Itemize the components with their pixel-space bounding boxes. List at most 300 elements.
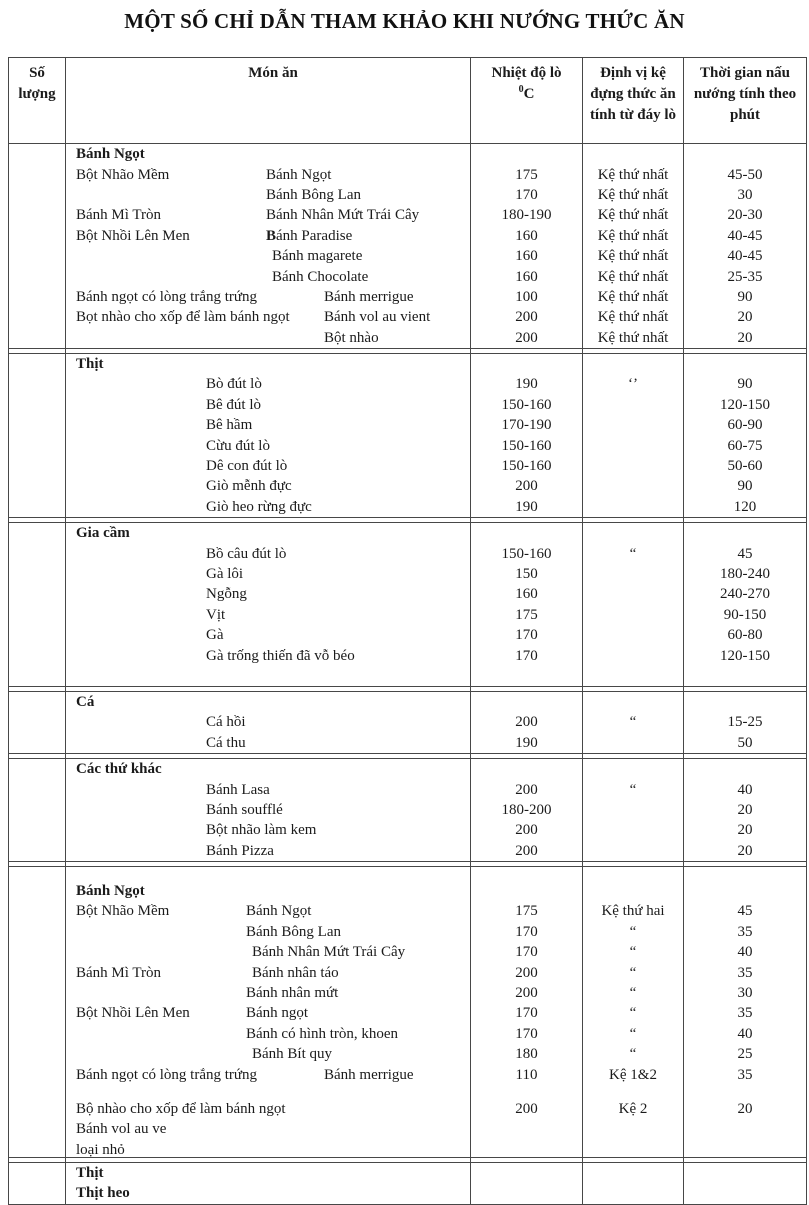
- dish-cell: [66, 185, 471, 205]
- quantity-cell: [9, 1141, 66, 1157]
- shelf-cell: [583, 584, 684, 604]
- time-cell: 90: [737, 478, 753, 495]
- dish-cell: [66, 456, 471, 476]
- time-cell: 120-150: [720, 396, 770, 413]
- quantity-cell: [9, 1024, 66, 1044]
- table-row: [9, 226, 806, 246]
- quantity-cell: [9, 1003, 66, 1023]
- dish-cell: [66, 901, 471, 921]
- dish-cell: [66, 1003, 471, 1023]
- table-row: [9, 1024, 806, 1044]
- shelf-cell: “: [583, 543, 684, 563]
- shelf-cell: [583, 415, 684, 435]
- dish-name: Vịt: [206, 606, 226, 623]
- dish-name: Giò mễnh đực: [206, 478, 292, 495]
- time-cell: [684, 144, 806, 164]
- dish-cell: [66, 1097, 471, 1158]
- dish-cell: [66, 666, 471, 686]
- temp-cell: 160: [471, 266, 583, 286]
- dish-category: Bánh ngọt có lòng trắng trứng: [76, 288, 258, 305]
- section-gap: [8, 518, 807, 522]
- shelf-cell: [583, 523, 684, 543]
- temp-cell: 180-200: [471, 800, 583, 820]
- dish-cell: [66, 862, 471, 866]
- quantity-cell: [9, 754, 66, 758]
- dish-name: Bò đút lò: [206, 376, 262, 393]
- shelf-cell: Kệ thứ nhất: [583, 287, 684, 307]
- table-row: [9, 901, 806, 921]
- time-cell: 25-35: [727, 268, 763, 285]
- table-row: [9, 779, 806, 799]
- shelf-cell: [583, 435, 684, 455]
- temp-cell: 175: [471, 605, 583, 625]
- time-cell: 60-90: [727, 417, 763, 434]
- quantity-cell: [9, 901, 66, 921]
- table-row: [9, 942, 806, 962]
- dish-category: Bánh Mì Tròn: [76, 207, 162, 224]
- time-cell: 90: [737, 288, 753, 305]
- time-cell: [684, 1158, 806, 1162]
- dish-name: Bánh vol au vient: [324, 309, 431, 326]
- time-cell: 35: [737, 1005, 753, 1022]
- quantity-cell: [9, 692, 66, 712]
- quantity-cell: [9, 287, 66, 307]
- time-cell: [684, 692, 806, 712]
- table-row: [9, 800, 806, 820]
- temp-cell: 200: [471, 476, 583, 496]
- temp-cell: [471, 666, 583, 686]
- dish-cell: [66, 354, 471, 374]
- temp-cell: [471, 354, 583, 374]
- dish-cell: [66, 645, 471, 665]
- shelf-cell: [583, 456, 684, 476]
- temp-cell: 200: [471, 1097, 583, 1141]
- temp-cell: [471, 523, 583, 543]
- quantity-cell: [9, 800, 66, 820]
- time-cell: 60-75: [727, 437, 763, 454]
- time-cell: 180-240: [720, 566, 770, 582]
- dish-cell: [66, 523, 471, 543]
- shelf-cell: [583, 1163, 684, 1183]
- table-row: [9, 246, 806, 266]
- header-temperature: [471, 58, 583, 143]
- table-row: [9, 625, 806, 645]
- time-cell: 50: [737, 734, 753, 751]
- time-cell: 45: [737, 545, 753, 562]
- shelf-cell: [583, 820, 684, 840]
- shelf-cell: [583, 497, 684, 517]
- quantity-cell: [9, 518, 66, 522]
- quantity-cell: [9, 881, 66, 901]
- quantity-cell: [9, 867, 66, 881]
- dish-cell: [66, 1044, 471, 1064]
- time-cell: [684, 523, 806, 543]
- table-row: [9, 605, 806, 625]
- temp-cell: 170: [471, 185, 583, 205]
- quantity-cell: [9, 779, 66, 799]
- temp-cell: 200: [471, 307, 583, 327]
- time-cell: 40: [737, 944, 753, 961]
- quantity-cell: [9, 1064, 66, 1084]
- quantity-cell: [9, 922, 66, 942]
- quantity-cell: [9, 962, 66, 982]
- section-header-row: [9, 759, 806, 779]
- dish-cell: [66, 543, 471, 563]
- temp-cell: 170: [471, 1024, 583, 1044]
- dish-cell: [66, 841, 471, 861]
- quantity-cell: [9, 712, 66, 732]
- temp-cell: 190: [471, 497, 583, 517]
- quantity-cell: [9, 820, 66, 840]
- time-cell: 45: [737, 903, 753, 920]
- dish-name: Bột nhão làm kem: [206, 822, 317, 839]
- shelf-cell: [583, 666, 684, 686]
- section-title: Thịt: [76, 1164, 104, 1181]
- dish-category-line2: loại nhỏ: [76, 1141, 125, 1158]
- table-row: [9, 415, 806, 435]
- dish-cell: [66, 962, 471, 982]
- time-cell: 40: [737, 1025, 753, 1042]
- temp-cell: 180: [471, 1044, 583, 1064]
- dish-name: Bánh Pizza: [206, 842, 274, 859]
- time-cell: [684, 862, 806, 866]
- time-cell: 40-45: [727, 248, 763, 265]
- quantity-cell: [9, 328, 66, 348]
- temp-cell: [471, 1183, 583, 1203]
- quantity-cell: [9, 523, 66, 543]
- shelf-cell: ‘’: [583, 374, 684, 394]
- shelf-cell: [583, 349, 684, 353]
- header-cook-time: Thời gian nấu nướng tính theo phút: [693, 65, 797, 123]
- temp-cell: 200: [471, 820, 583, 840]
- temp-cell: 170-190: [471, 415, 583, 435]
- time-cell: 20: [737, 1100, 753, 1117]
- time-cell: 40: [737, 781, 753, 798]
- table-row: [9, 983, 806, 1003]
- quantity-cell: [9, 476, 66, 496]
- shelf-cell: [583, 518, 684, 522]
- header-quantity: Số lượng: [9, 58, 66, 143]
- shelf-cell: “: [583, 1024, 684, 1044]
- time-cell: 30: [737, 186, 753, 203]
- quantity-cell: [9, 564, 66, 584]
- quantity-cell: [9, 733, 66, 753]
- section-gap: [8, 349, 807, 353]
- dish-cell: [66, 1024, 471, 1044]
- dish-name: Bánh merrigue: [324, 1066, 414, 1083]
- shelf-cell: Kệ thứ nhất: [583, 205, 684, 225]
- table-row: [9, 1044, 806, 1064]
- section-title: Thịt heo: [76, 1185, 130, 1202]
- dish-name: Cá hồi: [206, 714, 246, 731]
- table-row: [9, 185, 806, 205]
- temp-cell: 150-160: [471, 543, 583, 563]
- section-header-row: [9, 881, 806, 901]
- dish-name: Bồ câu đút lò: [206, 545, 287, 562]
- temp-cell: 170: [471, 1003, 583, 1023]
- dish-name: Bánh Bông Lan: [246, 923, 341, 940]
- temp-cell: 190: [471, 374, 583, 394]
- shelf-cell: [583, 395, 684, 415]
- dish-name: Bánh Nhân Mứt Trái Cây: [266, 207, 420, 224]
- table-row: [9, 435, 806, 455]
- dish-name: Gà: [206, 627, 224, 644]
- table-row: [9, 164, 806, 184]
- dish-category: Bánh Mì Tròn: [76, 964, 162, 981]
- shelf-cell: “: [583, 922, 684, 942]
- table-row: [9, 476, 806, 496]
- section-gap: [8, 687, 807, 691]
- dish-cell: [66, 942, 471, 962]
- shelf-cell: “: [583, 942, 684, 962]
- shelf-cell: [583, 476, 684, 496]
- dish-name: Bánh magarete: [272, 248, 363, 265]
- shelf-cell: [583, 867, 684, 881]
- temp-cell: [471, 881, 583, 901]
- temp-cell: [471, 692, 583, 712]
- shelf-cell: [583, 862, 684, 866]
- section-title: Bánh Ngọt: [76, 146, 145, 163]
- time-cell: 45-50: [727, 166, 763, 183]
- quantity-cell: [9, 307, 66, 327]
- table-row: [9, 922, 806, 942]
- table-row: [9, 374, 806, 394]
- dish-name: Gà lôi: [206, 566, 244, 582]
- dish-cell: [66, 205, 471, 225]
- temp-cell: 190: [471, 733, 583, 753]
- time-cell: 50-60: [727, 458, 763, 475]
- quantity-cell: [9, 759, 66, 779]
- quantity-cell: [9, 395, 66, 415]
- table-row: [9, 733, 806, 753]
- quantity-cell: [9, 246, 66, 266]
- dish-cell: [66, 820, 471, 840]
- section-header-row: [9, 1183, 806, 1203]
- dish-cell: [66, 687, 471, 691]
- table-row: [9, 328, 806, 348]
- spacer-row: [9, 1085, 806, 1097]
- dish-cell: [66, 226, 471, 246]
- time-cell: 20: [737, 842, 753, 859]
- quantity-cell: [9, 185, 66, 205]
- time-cell: 90-150: [723, 606, 767, 623]
- dish-cell: [66, 415, 471, 435]
- temp-cell: [471, 1163, 583, 1183]
- section-title: Gia cầm: [76, 525, 130, 542]
- table-row: [9, 1003, 806, 1023]
- time-cell: [684, 687, 806, 691]
- time-cell: 25: [737, 1046, 753, 1063]
- dish-cell: [66, 374, 471, 394]
- temp-cell: 160: [471, 246, 583, 266]
- shelf-cell: [583, 841, 684, 861]
- quantity-cell: [9, 687, 66, 691]
- dish-name: Bê hầm: [206, 417, 253, 434]
- dish-category: Bột Nhồi Lên Men: [76, 227, 190, 244]
- time-cell: 30: [737, 985, 753, 1002]
- temp-cell: [471, 754, 583, 758]
- temp-cell: 170: [471, 922, 583, 942]
- time-cell: [684, 759, 806, 779]
- dish-cell: [66, 164, 471, 184]
- dish-cell: [66, 1163, 471, 1183]
- quantity-cell: [9, 584, 66, 604]
- section-gia-cam: [8, 522, 807, 687]
- temp-cell: [471, 759, 583, 779]
- dish-category: Bột Nhão Mềm: [76, 903, 170, 920]
- temp-cell: 200: [471, 779, 583, 799]
- section-header-row: [9, 144, 806, 164]
- dish-category: Bọt nhào cho xốp để làm bánh ngọt: [76, 309, 290, 326]
- temp-cell: [471, 518, 583, 522]
- section-header-row: [9, 354, 806, 374]
- quantity-cell: [9, 1183, 66, 1203]
- table-row: [9, 841, 806, 861]
- temp-cell: 160: [471, 226, 583, 246]
- shelf-cell: Kệ thứ nhất: [583, 164, 684, 184]
- dish-name: Bánh Bông Lan: [266, 186, 361, 203]
- temp-cell: 150-160: [471, 395, 583, 415]
- time-cell: 20: [737, 329, 753, 346]
- shelf-cell: [583, 733, 684, 753]
- temp-cell: 100: [471, 287, 583, 307]
- quantity-cell: [9, 435, 66, 455]
- shelf-cell: Kệ thứ nhất: [583, 307, 684, 327]
- dish-cell: [66, 435, 471, 455]
- shelf-cell: [583, 687, 684, 691]
- shelf-cell: [583, 605, 684, 625]
- time-cell: 20: [737, 801, 753, 818]
- shelf-cell: “: [583, 983, 684, 1003]
- quantity-cell: [9, 374, 66, 394]
- dish-cell: [66, 287, 471, 307]
- shelf-cell: “: [583, 1044, 684, 1064]
- section-header-row: [9, 1163, 806, 1183]
- temp-cell: 170: [471, 625, 583, 645]
- quantity-cell: [9, 645, 66, 665]
- quantity-cell: [9, 625, 66, 645]
- dish-cell: [66, 1183, 471, 1203]
- shelf-cell: [583, 754, 684, 758]
- header-shelf-position: Định vị kệ đựng thức ăn tính từ đáy lò: [583, 58, 684, 143]
- shelf-cell: [583, 625, 684, 645]
- dish-cell: [66, 497, 471, 517]
- temp-cell: 175: [471, 901, 583, 921]
- time-cell: 60-80: [727, 627, 763, 644]
- section-title: Thịt: [76, 356, 104, 373]
- time-cell: 20: [737, 822, 753, 839]
- dish-cell: [66, 144, 471, 164]
- shelf-cell: Kệ thứ nhất: [583, 226, 684, 246]
- spacer-row: [9, 867, 806, 881]
- dish-cell: [66, 476, 471, 496]
- quantity-cell: [9, 1044, 66, 1064]
- quantity-cell: [9, 942, 66, 962]
- shelf-cell: “: [583, 1003, 684, 1023]
- temp-cell: 160: [471, 584, 583, 604]
- dish-cell: [66, 733, 471, 753]
- dish-cell: [66, 328, 471, 348]
- time-cell: [684, 1163, 806, 1183]
- temp-cell: [471, 867, 583, 881]
- reference-table: [8, 57, 807, 1205]
- table-row: [9, 962, 806, 982]
- quantity-cell: [9, 1158, 66, 1162]
- time-cell: [684, 666, 806, 686]
- dish-cell: [66, 266, 471, 286]
- dish-name: Bánh vol au ve: [76, 1121, 167, 1138]
- time-cell: 40-45: [727, 227, 763, 244]
- quantity-cell: [9, 841, 66, 861]
- time-cell: [684, 1085, 806, 1097]
- table-row: [9, 584, 806, 604]
- shelf-cell: [583, 759, 684, 779]
- section-title: Cá: [76, 693, 95, 710]
- temp-cell: [471, 1158, 583, 1162]
- quantity-cell: [9, 226, 66, 246]
- page-title: MỘT SỐ CHỈ DẪN THAM KHẢO KHI NƯỚNG THỨC ĂN: [124, 9, 685, 33]
- quantity-cell: [9, 164, 66, 184]
- temp-cell: 200: [471, 841, 583, 861]
- table-row: [9, 1097, 806, 1158]
- time-cell: 120-150: [720, 647, 770, 664]
- temp-cell: 200: [471, 962, 583, 982]
- time-cell: [684, 354, 806, 374]
- shelf-cell: “: [583, 962, 684, 982]
- section-title: Bánh Ngọt: [76, 883, 145, 900]
- time-cell: [684, 518, 806, 522]
- shelf-cell: “: [583, 712, 684, 732]
- dish-cell: [66, 605, 471, 625]
- dish-category: Bánh ngọt có lòng trắng trứng: [76, 1066, 258, 1083]
- dish-cell: [66, 759, 471, 779]
- spacer-row: [9, 1141, 806, 1157]
- dish-cell: [66, 395, 471, 415]
- shelf-cell: [583, 645, 684, 665]
- table-body: [8, 143, 807, 1205]
- dish-name: Bánh nhân mứt: [246, 985, 339, 1002]
- dish-category: Bột Nhồi Lên Men: [76, 1005, 190, 1022]
- dish-name: Cá thu: [206, 734, 246, 751]
- shelf-cell: “: [583, 779, 684, 799]
- time-cell: 120: [733, 498, 757, 515]
- shelf-cell: [583, 1141, 684, 1157]
- table-row: [9, 456, 806, 476]
- dish-cell: [66, 712, 471, 732]
- temp-cell: 170: [471, 942, 583, 962]
- quantity-cell: [9, 1097, 66, 1141]
- quantity-cell: [9, 983, 66, 1003]
- section-gap: [8, 862, 807, 866]
- dish-name: Bánh soufflé: [206, 801, 283, 818]
- spacer-row: [9, 666, 806, 686]
- time-cell: [684, 1183, 806, 1203]
- temp-cell: 170: [471, 645, 583, 665]
- shelf-cell: Kệ thứ nhất: [583, 328, 684, 348]
- temp-cell: 110: [471, 1064, 583, 1084]
- section-ca: [8, 691, 807, 754]
- dish-name: Giò heo rừng đực: [206, 498, 312, 515]
- dish-name: Bánh merrigue: [324, 288, 414, 305]
- dish-name: Cừu đút lò: [206, 437, 270, 454]
- shelf-cell: Kệ thứ nhất: [583, 266, 684, 286]
- dish-name: Bê đút lò: [206, 396, 261, 413]
- temp-cell: [471, 1141, 583, 1157]
- temp-cell: 150-160: [471, 435, 583, 455]
- dish-cell: [66, 867, 471, 881]
- quantity-cell: [9, 205, 66, 225]
- shelf-cell: Kệ 1&2: [583, 1064, 684, 1084]
